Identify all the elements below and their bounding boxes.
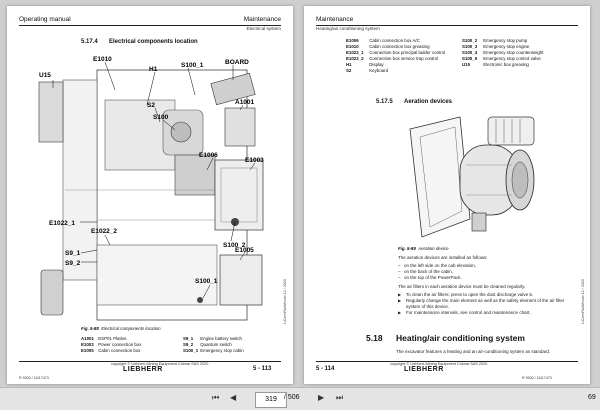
figure-caption-number: Fig. 5-89 xyxy=(398,246,416,251)
callout-h1: H1 xyxy=(149,66,158,73)
remote-control xyxy=(41,270,63,315)
legend-item: S100_4 Emergency stop counterweight xyxy=(462,49,544,55)
list-item: ▶ To clean the air filters: press to open the dust discharge valve 5. xyxy=(398,292,578,298)
dust-valve xyxy=(472,213,486,231)
aeration-device-figure xyxy=(400,109,560,241)
callout-s100-2: S100_2 xyxy=(223,242,246,249)
body-intro: The aeration devices are installed as follows: xyxy=(398,255,488,260)
section2-heading xyxy=(366,333,525,343)
header-rule xyxy=(19,25,281,26)
callout-s9-2: S9_2 xyxy=(65,260,81,267)
left-header-title: Operating manual xyxy=(19,16,71,23)
callout-e1006: E1006 xyxy=(199,152,218,159)
legend-column-2 xyxy=(183,336,244,354)
section2-number: 5.18 xyxy=(366,333,383,343)
legend-item: S9_2 Quantum switch xyxy=(183,341,232,347)
legend-item: S100_2 Emergency stop pump xyxy=(462,38,528,43)
legend-item: S9_1 Engine battery switch xyxy=(183,336,242,341)
callout-s100-1-bottom: S100_1 xyxy=(195,278,218,285)
side-revision-text: LiConnRailAfrican 12 / 2020 xyxy=(283,279,287,324)
legend-item: E1010 Cabin connection box greasing xyxy=(346,43,430,49)
section2-title: Heating/air conditioning system xyxy=(396,333,525,343)
copyright: copyright © Liebherr-Mining Equipment Colmar SAS 2020 xyxy=(111,362,209,366)
right-header-title: Maintenance xyxy=(316,16,354,23)
callout-s2: S2 xyxy=(147,102,155,109)
left-header-section: Maintenance xyxy=(243,16,281,23)
body-paragraph: The air filters in each aeration device must be cleaned regularly. xyxy=(398,284,526,289)
legend-item: S100_5 Emergency stop control valve xyxy=(462,55,541,61)
figure-caption xyxy=(398,246,449,251)
page-number: 5 - 114 xyxy=(316,366,335,372)
section-heading xyxy=(81,39,198,45)
page-total: / 506 xyxy=(284,394,300,401)
callout-a1001: A1001 xyxy=(235,99,255,106)
legend-column-1 xyxy=(346,38,445,73)
liebherr-logo: LIEBHERR xyxy=(123,366,163,373)
document-id: R 9300 / 11117473 xyxy=(522,376,552,380)
list-item: ▶ For maintenance intervals, see control and maintenance chart. xyxy=(398,310,578,316)
lower-cabinet xyxy=(220,255,262,305)
legend-item: U15 Electronic box greasing xyxy=(462,61,529,67)
callout-s9-1: S9_1 xyxy=(65,250,81,257)
section-number: 5.17.5 xyxy=(376,99,393,105)
side-revision-text: LiConnRailAfrican 12 / 2020 xyxy=(581,279,585,324)
viewer-toolbar xyxy=(0,387,600,410)
legend-column-2 xyxy=(462,38,544,68)
callout-e1022-1: E1022_1 xyxy=(49,220,76,227)
legend-item: S100_1 Emergency stop cabin xyxy=(183,347,244,353)
electrical-components-figure xyxy=(35,50,281,330)
right-header-sub: Heating/air conditioning system xyxy=(316,26,380,31)
legend-item: E1022_2 Connection box service trap control xyxy=(346,55,439,61)
callout-e1010: E1010 xyxy=(93,56,112,63)
top-bracket xyxy=(488,117,534,145)
document-id: R 9300 / 11117473 xyxy=(19,376,49,380)
previous-page-icon[interactable]: ◀ xyxy=(230,393,237,402)
next-page-icon[interactable]: ▶ xyxy=(318,393,325,402)
legend-item: S2 Keyboard xyxy=(346,67,389,73)
legend-item: A1001 ESP01 Platine xyxy=(81,336,127,341)
list-item: ▶ Regularly change the main element as well as the safety element of the air filter system of this device. xyxy=(398,298,578,310)
section-title: Aeration devices xyxy=(404,99,453,105)
electrical-cabinet xyxy=(215,160,263,230)
list-item: – on the top of the PowerPack. xyxy=(398,275,578,281)
console-block xyxy=(175,155,215,195)
callout-e1005: E1005 xyxy=(235,247,254,254)
legend-item: E1022_1 Connection box principal ladder control xyxy=(346,49,446,55)
callout-board: BOARD xyxy=(225,59,249,66)
aeration-body-text xyxy=(398,255,578,316)
legend-column-1 xyxy=(81,336,141,354)
page-number-input[interactable] xyxy=(255,392,287,408)
legend-item: S100_3 Emergency stop engine xyxy=(462,43,530,49)
list-item: – on the back of the cabin, xyxy=(398,269,578,275)
right-page xyxy=(304,6,590,384)
first-page-icon[interactable]: ⏮ xyxy=(212,393,220,402)
section2-text: The excavator features a heating and an air-conditioning system as standard. xyxy=(396,349,551,354)
header-rule xyxy=(316,25,578,26)
callout-e1003: E1003 xyxy=(245,157,264,164)
callout-e1022-2: E1022_2 xyxy=(91,228,118,235)
copyright: copyright © Liebherr-Mining Equipment Colmar SAS 2020 xyxy=(390,362,488,366)
page-number: 5 - 113 xyxy=(253,366,272,372)
figure-caption-text: Electrical components location xyxy=(101,326,161,331)
legend-item: E1006 Cabin connection box A/C xyxy=(346,38,420,43)
a1001-panel xyxy=(225,108,255,146)
callout-u15: U15 xyxy=(39,72,51,79)
liebherr-logo: LIEBHERR xyxy=(404,366,444,373)
section-title: Electrical components location xyxy=(109,39,198,45)
figure-caption-number: Fig. 5-88 xyxy=(81,326,99,331)
floor-platform xyxy=(97,245,217,305)
control-knob xyxy=(171,122,191,142)
legend-item: H1 Display xyxy=(346,61,384,67)
section-number: 5.17.4 xyxy=(81,39,98,45)
zoom-level[interactable]: 69 xyxy=(588,394,596,401)
last-page-icon[interactable]: ⏭ xyxy=(336,393,344,402)
figure-caption xyxy=(81,326,161,331)
legend-item: E1003 Power connection box xyxy=(81,341,142,347)
left-page xyxy=(7,6,293,384)
callout-s100: S100 xyxy=(153,114,169,121)
list-item: – on the left side on the cab elevation, xyxy=(398,263,578,269)
callout-s100-1-top: S100_1 xyxy=(181,62,204,69)
left-header-sub: Electrical system xyxy=(246,26,281,31)
control-box-u15 xyxy=(39,82,63,142)
figure-caption-text: Aeration device xyxy=(418,246,449,251)
section-heading xyxy=(376,99,452,105)
legend-item: E1005 Cabin connection box xyxy=(81,347,141,353)
